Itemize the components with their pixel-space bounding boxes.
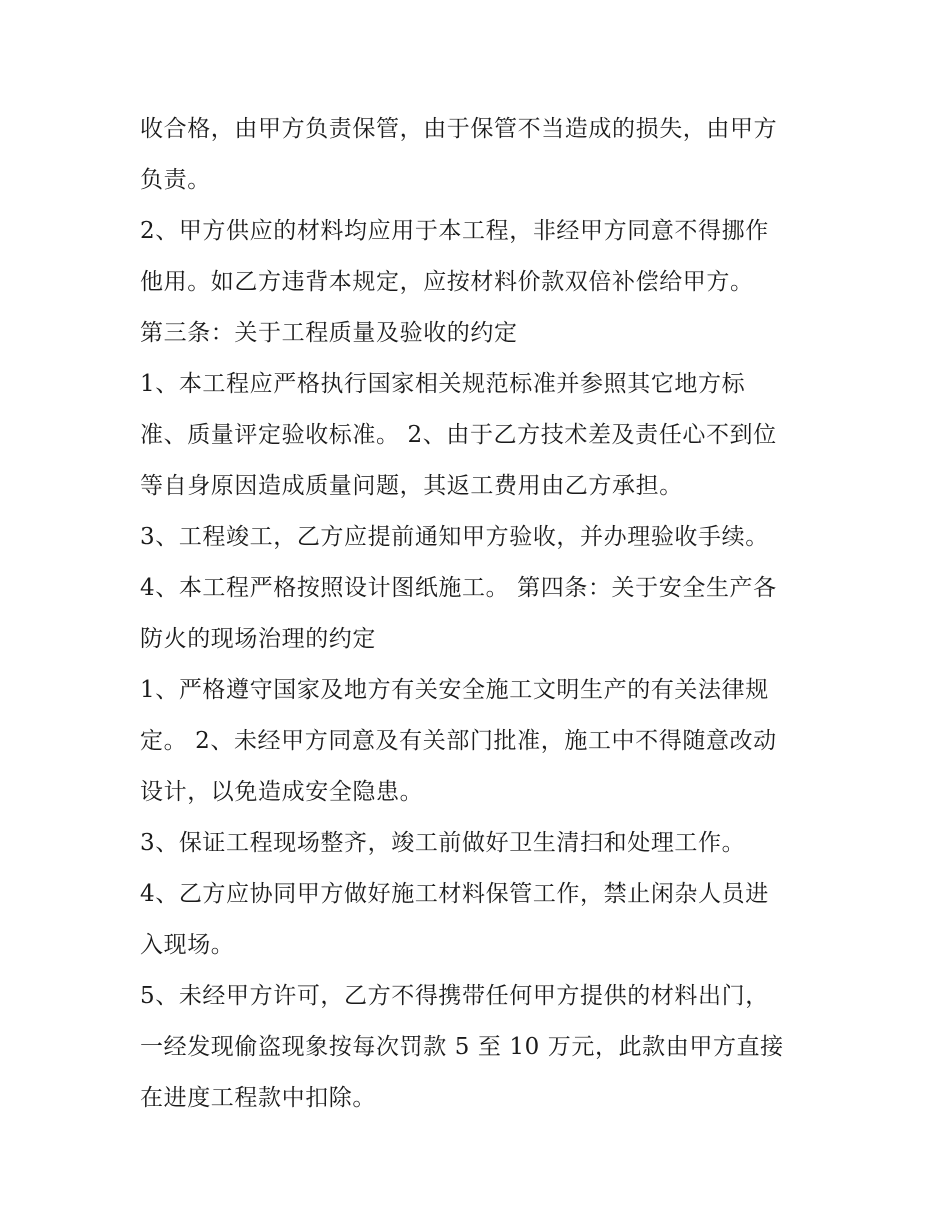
text-line: 收合格，由甲方负责保管，由于保管不当造成的损失，由甲方 [140, 116, 778, 142]
text-line: 准、质量评定验收标准。 2、由于乙方技术差及责任心不到位 [140, 422, 777, 448]
text-line: 2、甲方供应的材料均应用于本工程，非经甲方同意不得挪作 [140, 218, 769, 244]
text-line: 防火的现场治理的约定 [140, 626, 376, 652]
text-line: 4、本工程严格按照设计图纸施工。 第四条：关于安全生产各 [140, 575, 777, 601]
text-line: 5、未经甲方许可，乙方不得携带任何甲方提供的材料出门， [140, 983, 769, 1009]
text-line: 等自身原因造成质量问题，其返工费用由乙方承担。 [140, 473, 683, 499]
text-line: 设计，以免造成安全隐患。 [140, 779, 424, 805]
text-line: 3、保证工程现场整齐，竣工前做好卫生清扫和处理工作。 [140, 830, 746, 856]
text-line: 4、乙方应协同甲方做好施工材料保管工作，禁止闲杂人员进 [140, 881, 769, 907]
text-line: 入现场。 [140, 932, 235, 958]
section-heading: 第三条：关于工程质量及验收的约定 [140, 320, 518, 346]
document-body [140, 104, 820, 1124]
text-line: 1、本工程应严格执行国家相关规范标准并参照其它地方标 [140, 371, 746, 397]
text-line: 定。 2、未经甲方同意及有关部门批准，施工中不得随意改动 [140, 728, 777, 754]
text-line: 1、严格遵守国家及地方有关安全施工文明生产的有关法律规 [140, 677, 769, 703]
text-line: 他用。如乙方违背本规定，应按材料价款双倍补偿给甲方。 [140, 269, 754, 295]
text-line: 一经发现偷盗现象按每次罚款 5 至 10 万元，此款由甲方直接 [140, 1034, 784, 1060]
text-line: 3、工程竣工，乙方应提前通知甲方验收，并办理验收手续。 [140, 524, 769, 550]
text-line: 在进度工程款中扣除。 [140, 1085, 376, 1111]
text-line: 负责。 [140, 167, 211, 193]
